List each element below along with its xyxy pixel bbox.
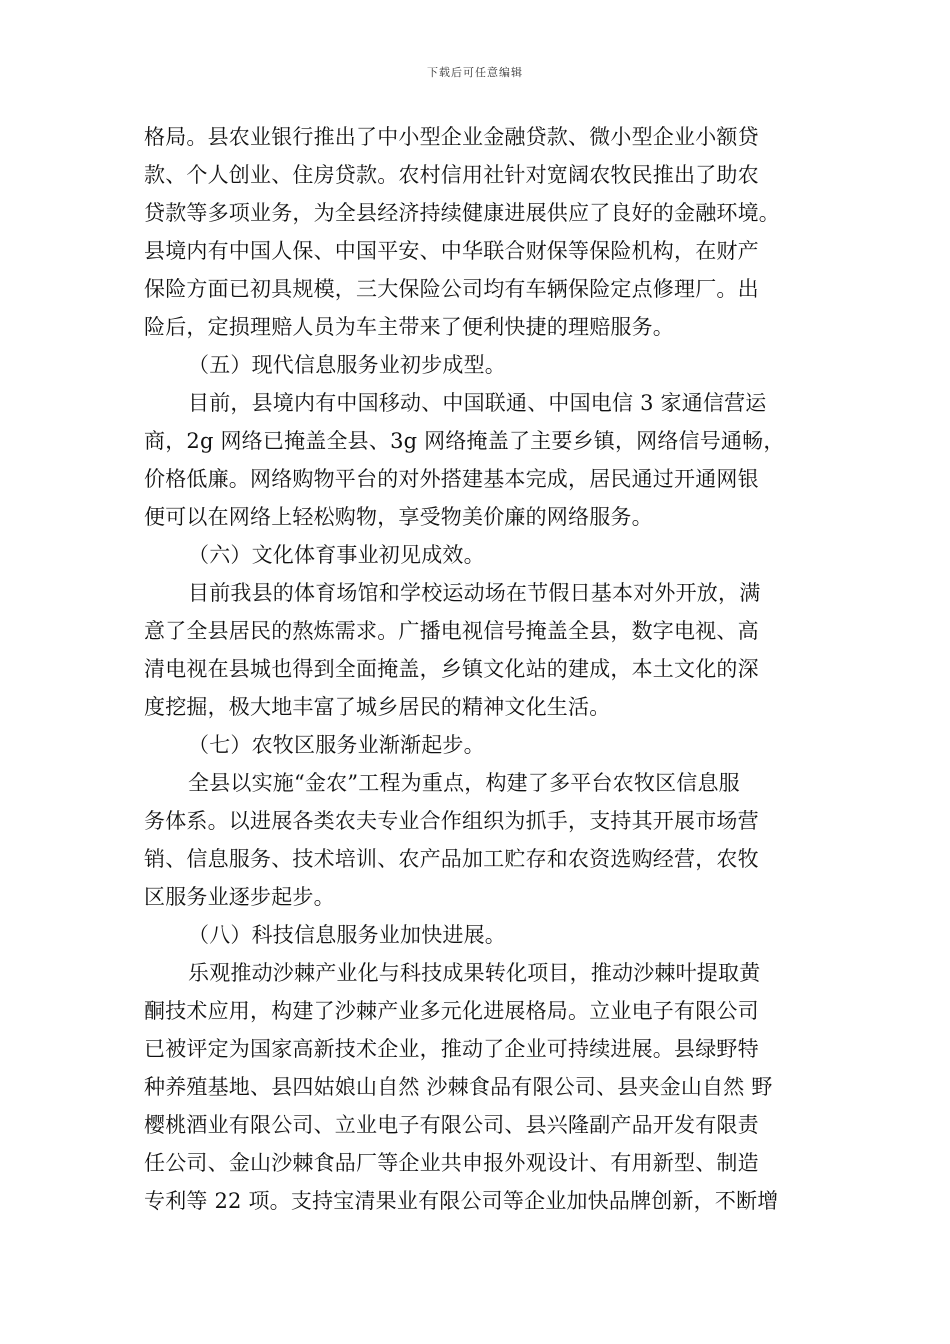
text-line: 便可以在网络上轻松购物，享受物美价廉的网络服务。 — [144, 505, 653, 529]
text-line: 意了全县居民的熬炼需求。广播电视信号掩盖全县，数字电视、高 — [144, 619, 759, 643]
text-line: 险后，定损理赔人员为车主带来了便利快捷的理赔服务。 — [144, 315, 674, 339]
section-heading: （七）农牧区服务业渐渐起步。 — [188, 733, 485, 757]
text-line: 价格低廉。网络购物平台的对外搭建基本完成，居民通过开通网银 — [144, 467, 759, 491]
text-line: 全县以实施“金农”工程为重点，构建了多平台农牧区信息服 — [188, 771, 740, 795]
section-heading: （八）科技信息服务业加快进展。 — [188, 923, 506, 947]
text-line: 格局。县农业银行推出了中小型企业金融贷款、微小型企业小额贷 — [144, 125, 759, 149]
text-line: 度挖掘，极大地丰富了城乡居民的精神文化生活。 — [144, 695, 611, 719]
document-body — [144, 118, 816, 1220]
text-line: 樱桃酒业有限公司、立业电子有限公司、县兴隆副产品开发有限责 — [144, 1113, 759, 1137]
section-heading: （五）现代信息服务业初步成型。 — [188, 353, 506, 377]
text-line: 乐观推动沙棘产业化与科技成果转化项目，推动沙棘叶提取黄 — [188, 961, 761, 985]
text-line: 贷款等多项业务，为全县经济持续健康进展供应了良好的金融环境。 — [144, 201, 780, 225]
text-line: 目前我县的体育场馆和学校运动场在节假日基本对外开放，满 — [188, 581, 761, 605]
text-line: 清电视在县城也得到全面掩盖，乡镇文化站的建成，本土文化的深 — [144, 657, 759, 681]
text-line: 酮技术应用，构建了沙棘产业多元化进展格局。立业电子有限公司 — [144, 999, 759, 1023]
text-line: 县境内有中国人保、中国平安、中华联合财保等保险机构，在财产 — [144, 239, 759, 263]
text-line: 区服务业逐步起步。 — [144, 885, 335, 909]
text-line: 任公司、金山沙棘食品厂等企业共申报外观设计、有用新型、制造 — [144, 1151, 759, 1175]
text-line: 款、个人创业、住房贷款。农村信用社针对宽阔农牧民推出了助农 — [144, 163, 759, 187]
text-line: 已被评定为国家高新技术企业，推动了企业可持续进展。县绿野特 — [144, 1037, 759, 1061]
text-line: 目前，县境内有中国移动、中国联通、中国电信 3 家通信营运 — [188, 391, 767, 415]
text-line: 保险方面已初具规模，三大保险公司均有车辆保险定点修理厂。出 — [144, 277, 759, 301]
text-line: 商，2g 网络已掩盖全县、3g 网络掩盖了主要乡镇，网络信号通畅， — [144, 429, 785, 453]
section-heading: （六）文化体育事业初见成效。 — [188, 543, 485, 567]
text-line: 销、信息服务、技术培训、农产品加工贮存和农资选购经营，农牧 — [144, 847, 759, 871]
text-line: 务体系。以进展各类农夫专业合作组织为抓手，支持其开展市场营 — [144, 809, 759, 833]
page-header: 下载后可任意编辑 — [427, 66, 523, 79]
text-line: 种养殖基地、县四姑娘山自然 沙棘食品有限公司、县夹金山自然 野 — [144, 1075, 773, 1099]
text-line: 专利等 22 项。支持宝清果业有限公司等企业加快品牌创新，不断增 — [144, 1189, 779, 1213]
